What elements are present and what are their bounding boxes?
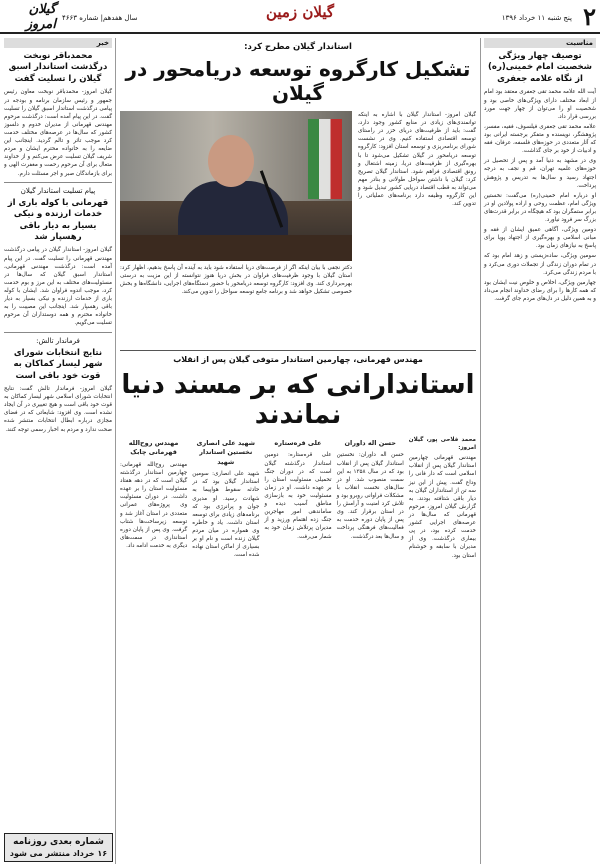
section-title: گیلان زمین [265,3,335,21]
paragraph: گیلان امروز- فرماندار تالش گفت: نتایج انتخابات شورای اسلامی شهر لیسار کماکان به قوت خود باقی است و هیچ تغییری در آن ایجاد نشده است. وی افزود: شایعاتی که در فضای مجازی درباره ابطال انتخابات منتشر شده صحت ندارد و مردم به اخبار رسمی توجه کنند. [4,385,112,433]
right-article-body [484,88,596,303]
story2-subhead: حسن اله داوران [344,439,396,447]
left-column [4,38,116,864]
iran-flag [308,119,342,199]
story2-lead: محمد فلاحی پور، گیلان امروز: [408,437,476,452]
story2-columns [120,436,476,562]
paragraph: وی در مشهد به دنیا آمد و پس از تحصیل در حوزه‌های علمیه تهران، قم و نجف به درجه اجتهاد رسید و سال‌ها به تدریس و پژوهش پرداخت. [484,158,596,189]
governor-photo [120,111,352,261]
news-body-2 [4,246,112,327]
next-issue-notice [4,833,113,862]
news-body-1 [4,88,112,177]
story2-subhead: مهندس روح‌الله قهرمانی چابک [128,439,179,457]
issue-date: پنج شنبه ۱۱ خرداد ۱۳۹۶ [501,14,572,22]
story2-col [192,436,259,562]
story2-subhead: شهید علی انصاری نخستین استاندار شهید [196,439,256,466]
notice-line-1: شماره بعدی روزنامه [13,837,104,847]
story1-text: گیلان امروز- استاندار گیلان با اشاره به اینکه توانمندی‌های زیادی در منابع کشور وجود دارد، گفت: باید از ظرفیت‌های دریای خزر در راستای توسعه اقتصادی استفاده کنیم. وی در نشست شورای برنامه‌ریزی و توسعه استان افزود: کارگروه توسعه دریامحور در گیلان تشکیل می‌شود تا با بهره‌گیری از ظرفیت‌های دریا، زمینه اشتغال و رونق اقتصادی فراهم شود. استاندار گیلان تصریح کرد: گیلان با داشتن سواحل طولانی و بنادر مهم می‌تواند به قطب اقتصاد دریایی کشور تبدیل شود و این کارگروه وظیفه دارد برنامه‌های عملیاتی را تدوین کند. [358,112,476,208]
newspaper-logo: گیلان امروز [25,2,56,32]
right-kicker: مناسبت [484,38,596,48]
left-kicker: خبر [4,38,112,48]
story1-kicker: استاندار گیلان مطرح کرد: [244,42,352,52]
story2-col [264,436,331,562]
paragraph: او درباره امام خمینی(ره) می‌گفت: نخستین ویژگی امام، عظمت روحی و اراده پولادین او در برابر ستمگران بود که هیچگاه در برابر قدرت‌های بزرگ سر فرود نیاورد. [484,192,596,224]
paragraph: شهید علی انصاری: سومین استاندار گیلان بود که در حادثه سقوط هواپیما به شهادت رسید. او مدیری جوان و پرانرژی بود که برنامه‌های زیادی برای توسعه استان داشت. یاد و خاطره وی همواره در میان مردم گیلان زنده است و نام او بر بسیاری از اماکن استان نهاده شده است. [192,471,260,559]
news-kicker-2: پیام تسلیت استاندار گیلان [20,186,96,195]
story1-headline: تشکیل کارگروه توسعه دریامحور در گیلان [125,57,471,105]
paragraph: سومین ویژگی، ساده‌زیستی و زهد امام بود که در تمام دوران زندگی از تجملات دوری می‌کرد و با مردم زندگی می‌کرد. [484,253,596,276]
story1-body [120,111,476,341]
news-headline-3: نتایج انتخابات شورای شهر لیسار کماکان به قوت خود باقی است [13,347,103,381]
news-headline-2: قهرمانی با کوله باری از خدمات ارزنده و نیکی بسیار به دیار باقی رهسپار شد [7,197,109,243]
page-number: ۲ [583,2,596,31]
right-headline: توصیف چهار ویژگی شخصیت امام خمینی(ره) از نگاه علامه جعفری [488,51,592,84]
paragraph: چهارمین ویژگی، اخلاص و خلوص نیت ایشان بود که همه کارها را برای رضای خداوند انجام می‌داد و به همین دلیل در دل‌های مردم جای گرفت. [484,279,596,303]
divider [4,332,112,333]
issue-number: سال هفدهم| شماره ۴۶۶۳ [62,14,138,22]
paragraph: حسن اله داوران: نخستین استاندار گیلان پس از انقلاب بود که در سال ۱۳۵۸ به این سمت منصوب شد. او در سال‌های نخست انقلاب با مشکلات فراوانی روبرو بود و تلاش کرد امنیت و آرامش را در استان برقرار کند. وی پس از پایان دوره خدمت به فعالیت‌های فرهنگی پرداخت و سال‌ها بعد درگذشت. [336,452,404,540]
news-headline-1: محمدباقر نوبخت درگذشت استاندار اسبق گیلان را تسلیت گفت [8,51,108,84]
news-kicker-3: فرماندار تالش: [36,336,80,345]
story2-kicker: مهندس قهرمانی، چهارمین استاندار متوفی گیلان پس از انقلاب [120,350,476,364]
photo-person-head [208,135,254,187]
paragraph: گیلان امروز- استاندار گیلان در پیامی درگذشت مهندس قهرمانی را تسلیت گفت. در این پیام آمده است: درگذشت مهندس قهرمانی، استاندار اسبق گیلان که سال‌ها در مسئولیت‌های مختلف به این مرز و بوم خدمت کرد، موجب اندوه فراوان شد. ایشان با کوله باری از خدمات ارزنده و نیکی بسیار به دیار باقی رهسپار شد. اینجانب این مصیبت را به خانواده محترم و همه دوستداران آن مرحوم تسلیت می‌گویم. [4,247,112,327]
story2-subhead: علی قره‌ستاره [274,439,322,447]
right-column [480,38,596,864]
story2-headline: استاندارانی که بر مسند دنیا نماندند [121,370,475,430]
divider [4,182,112,183]
paragraph: مهندس روح‌الله قهرمانی: چهارمین استاندار درگذشته گیلان است که در دهه هفتاد مسئولیت استان را بر عهده داشت. در دوران مسئولیت وی پروژه‌های عمرانی متعددی در استان آغاز شد و توسعه زیرساخت‌ها شتاب گرفت. وی پس از پایان دوره استانداری در سمت‌های دیگری به خدمت ادامه داد. [120,461,188,549]
paragraph: آیت الله علامه محمد تقی جعفری معتقد بود امام از ابعاد مختلف دارای ویژگی‌های خاصی بود و شخصیت او را می‌توان از چهار جهت مورد بررسی قرار داد. [484,89,596,120]
story2-col [120,436,187,562]
paragraph: مهندس قهرمانی چهارمین استاندار گیلان پس از انقلاب اسلامی است که دار فانی را وداع گفت. پیش از این نیز سه تن از استانداران گیلان به دیار باقی شتافته بودند. به گزارش گیلان امروز، مرحوم قهرمانی که سال‌ها در عرصه‌های اجرایی کشور خدمت کرده بود، در پی بیماری درگذشت. وی از مدیران با سابقه و خوشنام استان بود. [408,455,476,559]
paragraph: علی قره‌ستاره: دومین استاندار درگذشته گیلان است که در دوران جنگ تحمیلی مسئولیت استان را بر عهده داشت. او در زمان مسئولیت خود به بازسازی مناطق آسیب دیده و ساماندهی امور مهاجرین جنگ زده اهتمام ورزید و از مدیران پرتلاش زمان خود به شمار می‌رفت. [264,452,332,540]
story2 [120,350,476,562]
photo-caption: دکتر نجفی با بیان اینکه اگر از فرصت‌های دریا استفاده شود باید به آینده آن پاسخ بدهیم، اظهار کرد: استان گیلان با وجود ظرفیت‌های فراوان در بخش دریا هنوز نتوانسته از این مزیت به درستی بهره‌برداری کند. وی افزود: کارگروه توسعه دریامحور با حضور دستگاه‌های اجرایی، دانشگاه‌ها و بخش خصوصی تشکیل خواهد شد و برنامه جامع توسعه سواحل را تدوین می‌کند. [120,265,352,296]
masthead [0,0,600,34]
story2-col [337,436,404,562]
paragraph: علامه محمد تقی جعفری فیلسوف، فقیه، مفسر، پژوهشگر، نویسنده و متفکر برجسته ایرانی بود که آثار متعددی در حوزه‌های فلسفه، عرفان، فقه و ادبیات از خود بر جای گذاشت. [484,123,596,155]
news-body-3 [4,385,112,434]
main-column [120,38,476,864]
notice-line-2: ۱۶ خرداد منتشر می شود [9,849,108,858]
paragraph: گیلان امروز- محمدباقر نوبخت معاون رئیس جمهور و رئیس سازمان برنامه و بودجه در پیامی درگذشت استاندار اسبق گیلان را تسلیت گفت. در این پیام آمده است: درگذشت مرحوم مهندس قهرمانی از مدیران خدوم و دلسوز کشور که سال‌ها در عرصه‌های مختلف خدمت کرد موجب تاثر و تالم گردید. اینجانب این ضایعه را به خانواده محترم ایشان و مردم شریف گیلان تسلیت عرض می‌کنم و از خداوند متعال برای آن مرحوم رحمت و مغفرت الهی و برای بازماندگان صبر و اجر مسئلت دارم. [4,89,112,177]
photo-desk [120,235,352,261]
story2-col [409,436,476,562]
paragraph: دومین ویژگی، آگاهی عمیق ایشان از فقه و مبانی اسلامی و بهره‌گیری از اجتهاد پویا برای پاسخ به نیازهای زمان بود. [484,227,596,250]
